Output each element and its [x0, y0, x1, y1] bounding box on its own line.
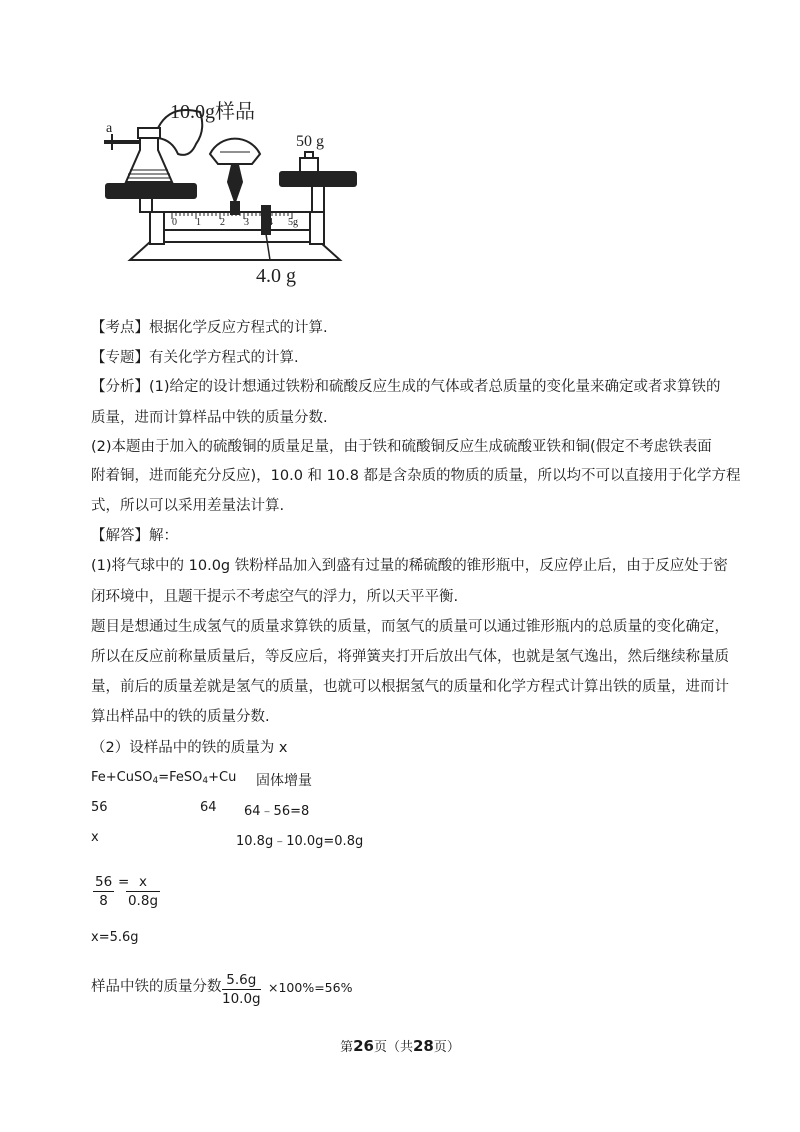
ratio-row2-col3: 10.8g﹣10.0g=0.8g — [236, 834, 364, 849]
final-fraction: $\frac{5.6g}{10.0g}$ — [222, 972, 261, 1007]
zhuanti-line: 【专题】有关化学方程式的计算. — [91, 350, 299, 366]
kaodian-line: 【考点】根据化学反应方程式的计算. — [91, 320, 328, 336]
scale-tick-label: 0 — [172, 217, 177, 228]
final-suffix: ×100%=56% — [268, 980, 353, 995]
sample-label: 10.0g样品 — [170, 101, 255, 123]
jieda-p2-line-1: 题目是想通过生成氢气的质量求算铁的质量，而氢气的质量可以通过锥形瓶内的总质量的变化确定， — [91, 619, 729, 635]
left-pan — [106, 184, 196, 198]
dial — [210, 139, 260, 164]
right-pan — [280, 172, 356, 186]
ratio-row2-col1: x — [91, 830, 99, 845]
balance-diagram — [100, 92, 360, 292]
fenxi-line-1: 【分析】(1)给定的设计想通过铁粉和硫酸反应生成的气体或者总质量的变化量来确定或者求算铁的 — [91, 379, 721, 395]
weight-50g — [300, 158, 318, 172]
rider-label: 4.0 g — [256, 265, 296, 287]
equation-label: 固体增量 — [256, 773, 312, 789]
x-result: x=5.6g — [91, 930, 139, 945]
chemical-equation: Fe+CuSO$_4$=FeSO$_4$+Cu — [91, 770, 237, 786]
scale-tick-label: 3 — [244, 217, 249, 228]
ratio-row1-col2: 64 — [200, 800, 217, 815]
fenxi-line-4: 附着铜，进而能充分反应)，10.0 和 10.8 都是含杂质的物质的质量，所以均不可以直接用于化学方程 — [91, 468, 741, 484]
jieda-p2-line-4: 算出样品中的铁的质量分数. — [91, 709, 270, 725]
jieda-p3: （2）设样品中的铁的质量为 x — [91, 740, 288, 756]
fraction-56-over-8: $\frac{56}{8}$ — [95, 874, 113, 909]
jieda-p1-line-1: (1)将气球中的 10.0g 铁粉样品加入到盛有过量的稀硫酸的锥形瓶中，反应停止后，由于反应处于密 — [91, 558, 728, 574]
scale-tick-label: 5g — [288, 217, 298, 228]
fraction-x-over-0.8g: $\frac{x}{0.8g}$ — [127, 874, 159, 909]
valve-label: a — [106, 121, 113, 136]
scale-tick-label: 1 — [196, 217, 201, 228]
flask — [126, 138, 172, 182]
jieda-p2-line-2: 所以在反应前称量质量后，等反应后，将弹簧夹打开后放出气体，也就是氢气逸出，然后继续称量质 — [91, 649, 729, 665]
scale-tick-label: 4 — [268, 217, 273, 228]
fenxi-line-2: 质量，进而计算样品中铁的质量分数. — [91, 410, 328, 426]
jieda-heading: 【解答】解： — [91, 528, 178, 544]
ratio-row1-col3: 64﹣56=8 — [244, 804, 310, 819]
weight-label: 50 g — [296, 133, 324, 150]
fenxi-line-3: (2)本题由于加入的硫酸铜的质量足量，由于铁和硫酸铜反应生成硫酸亚铁和铜(假定不考虑铁表面 — [91, 439, 712, 455]
fenxi-line-5: 式，所以可以采用差量法计算. — [91, 498, 285, 514]
proportion-equals: = — [118, 874, 130, 890]
scale-tick-label: 2 — [220, 217, 225, 228]
current-page-number: 26 — [353, 1037, 374, 1055]
ratio-row1-col1: 56 — [91, 800, 108, 815]
jieda-p2-line-3: 量，前后的质量差就是氢气的质量，也就可以根据氢气的质量和化学方程式计算出铁的质量，进而计 — [91, 679, 729, 695]
final-prefix: 样品中铁的质量分数 — [91, 979, 222, 995]
total-page-number: 28 — [413, 1037, 434, 1055]
jieda-p1-line-2: 闭环境中，且题干提示不考虑空气的浮力，所以天平平衡. — [91, 589, 459, 605]
page-footer: 第26页（共28页） — [340, 1037, 460, 1055]
